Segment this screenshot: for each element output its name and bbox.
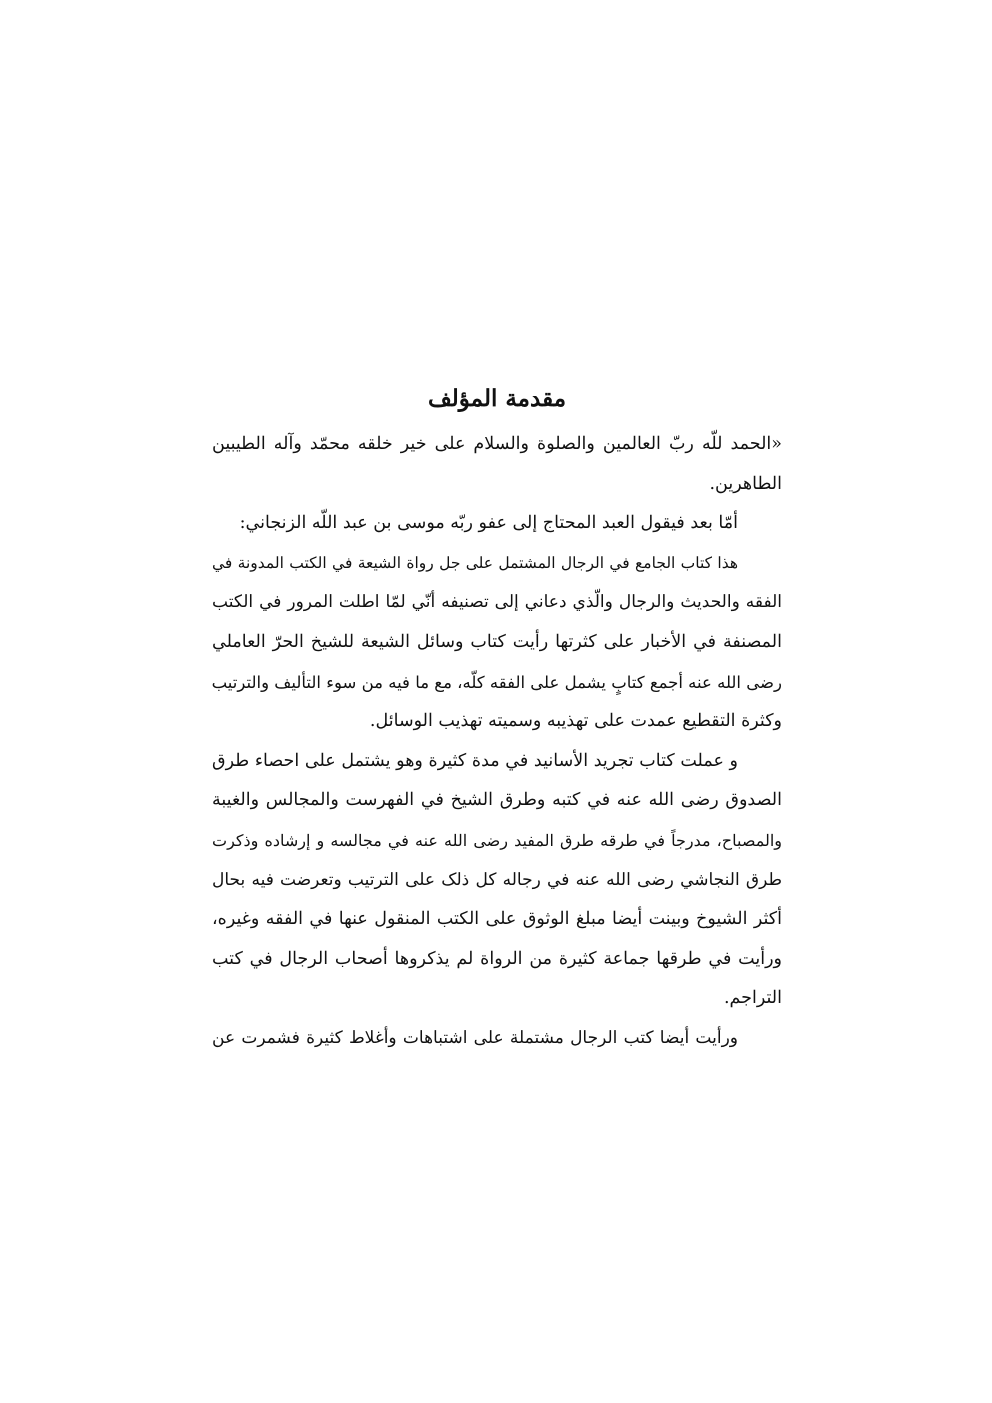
text-line: و عملت كتاب تجريد الأسانيد في مدة كثيرة وهو يشتمل على احصاء طرق [212, 750, 738, 771]
text-line: طرق النجاشي رضى الله عنه في رجاله كل ذلک على الترتيب وتعرضت فيه بحال [212, 869, 782, 890]
text-line: هذا كتاب الجامع في الرجال المشتمل على جل رواة الشيعة في الكتب المدونة في [212, 553, 738, 572]
text-line: أكثر الشيوخ وبينت أيضا مبلغ الوثوق على الكتب المنقول عنها في الفقه وغيره، [212, 909, 782, 930]
text-line: التراجم. [723, 988, 782, 1009]
text-line: «الحمد للّه ربّ العالمين والصلوة والسلام على خير خلقه محمّد وآله الطيبين [212, 434, 782, 454]
text-block [212, 383, 782, 1059]
text-line: الصدوق رضى الله عنه في كتبه وطرق الشيخ في الفهرست والمجالس والغيبة [212, 790, 782, 811]
text-line: الطاهرين. [709, 473, 782, 494]
text-line: ورأيت أيضا كتب الرجال مشتملة على اشتباهات وأغلاط كثيرة فشمرت عن [212, 1027, 738, 1048]
text-line: والمصباح، مدرجاً في طرقه طرق المفيد رضى الله عنه في مجالسه و إرشاده وذكرت [212, 830, 782, 850]
text-line: ورأيت في طرقها جماعة كثيرة من الرواة لم يذكروها أصحاب الرجال في كتب [212, 948, 782, 969]
text-line: الفقه والحديث والرجال والّذي دعاني إلى تصنيفه أنّي لمّا اطلت المرور في الكتب [212, 592, 782, 613]
text-line: أمّا بعد فيقول العبد المحتاج إلى عفو ربّه موسى بن عبد اللّه الزنجاني: [239, 513, 738, 534]
text-line: رضى الله عنه أجمع كتابٍ يشمل على الفقه كلّه، مع ما فيه من سوء التأليف والترتيب [211, 672, 782, 692]
page-title: مقدمة المؤلف [427, 385, 567, 412]
body-text [212, 425, 782, 1059]
text-line: المصنفة في الأخبار على كثرتها رأيت كتاب وسائل الشيعة للشيخ الحرّ العاملي [212, 631, 782, 652]
text-line: وكثرة التقطيع عمدت على تهذيبه وسميته تهذيب الوسائل. [369, 711, 782, 732]
